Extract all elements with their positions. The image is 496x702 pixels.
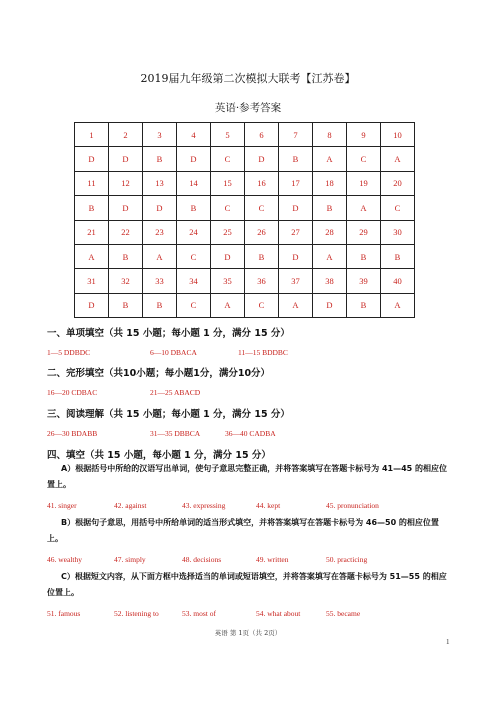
answer-table-cell: D: [109, 196, 143, 220]
answer-group: 1—5 DDBDC: [47, 348, 91, 357]
page-footer: 英语 第 1页（共 2页）: [214, 629, 282, 637]
answer-table-cell: B: [75, 196, 109, 220]
answer-table: [74, 122, 415, 318]
answer-table-cell: 23: [143, 220, 177, 244]
answer-item: 44. kept: [256, 501, 281, 510]
answer-item: 42. against: [114, 501, 147, 510]
answer-table-cell: 3: [143, 123, 177, 147]
answer-table-cell: D: [313, 293, 347, 317]
answer-table-cell: C: [211, 147, 245, 171]
answer-table-cell: D: [109, 147, 143, 171]
answer-table-cell: D: [75, 147, 109, 171]
answer-table-cell: 2: [109, 123, 143, 147]
answer-item: 51. famous: [47, 609, 81, 618]
answer-table-row: [75, 147, 415, 171]
answer-table-cell: C: [245, 196, 279, 220]
answer-group: 36—40 CADBA: [225, 429, 276, 438]
answer-table-cell: B: [245, 244, 279, 268]
answer-table-cell: 7: [279, 123, 313, 147]
answer-table-cell: 33: [143, 269, 177, 293]
answer-table-cell: D: [75, 293, 109, 317]
answer-table-cell: C: [177, 293, 211, 317]
answer-table-cell: 40: [381, 269, 415, 293]
answer-table-cell: 25: [211, 220, 245, 244]
answer-item: 43. expressing: [182, 501, 226, 510]
answer-table-cell: 29: [347, 220, 381, 244]
page-number: 1: [446, 638, 450, 646]
answer-table-cell: 13: [143, 171, 177, 195]
answer-table-row: [75, 171, 415, 195]
section2-heading: 二、完形填空（共10小题；每小题1分，满分10分）: [47, 368, 271, 379]
answer-table-cell: 12: [109, 171, 143, 195]
answer-table-cell: C: [245, 293, 279, 317]
answer-table-cell: 14: [177, 171, 211, 195]
answer-table-cell: 21: [75, 220, 109, 244]
answer-table-cell: 19: [347, 171, 381, 195]
answer-table-cell: A: [279, 293, 313, 317]
answer-item: 41. singer: [47, 501, 77, 510]
answer-item: 48. decisions: [182, 555, 222, 564]
answer-table-cell: A: [211, 293, 245, 317]
answer-table-cell: B: [177, 196, 211, 220]
answer-table-cell: 11: [75, 171, 109, 195]
answer-table-cell: 1: [75, 123, 109, 147]
answer-table-cell: A: [381, 293, 415, 317]
answer-table-cell: 24: [177, 220, 211, 244]
answer-table-cell: D: [177, 147, 211, 171]
answer-item: 54. what about: [256, 609, 301, 618]
answer-group: 31—35 DBBCA: [150, 429, 201, 438]
answer-table-row: [75, 293, 415, 317]
answer-table-cell: 15: [211, 171, 245, 195]
answer-table-cell: D: [279, 196, 313, 220]
answer-item: 47. simply: [114, 555, 146, 564]
section4-partC-instruction: C）根据短文内容，从下面方框中选择适当的单词或短语填空，并将答案填写在答题卡标号为 51—55 的相应位置上。: [47, 572, 447, 597]
answer-table-cell: 9: [347, 123, 381, 147]
answer-table-cell: D: [211, 244, 245, 268]
answer-table-cell: 30: [381, 220, 415, 244]
answer-table-cell: B: [109, 293, 143, 317]
answer-table-cell: D: [143, 196, 177, 220]
answer-table-cell: 5: [211, 123, 245, 147]
answer-table-cell: B: [313, 196, 347, 220]
answer-item: 46. wealthy: [47, 555, 82, 564]
answer-table-row: [75, 196, 415, 220]
section3-heading: 三、阅读理解（共 15 小题；每小题 1 分，满分 15 分）: [47, 409, 290, 420]
answer-table-cell: C: [177, 244, 211, 268]
answer-item: 53. most of: [182, 609, 216, 618]
document-subtitle: 英语·参考答案: [214, 102, 282, 114]
answer-table-cell: D: [279, 244, 313, 268]
answer-table-row: [75, 269, 415, 293]
answer-table-cell: B: [381, 244, 415, 268]
section4-partB-instruction: B）根据句子意思，用括号中所给单词的适当形式填空，并将答案填写在答题卡标号为 46—50 的相应位置上。: [47, 518, 439, 543]
answer-table-row: [75, 123, 415, 147]
answer-table-cell: 28: [313, 220, 347, 244]
answer-table-cell: A: [381, 147, 415, 171]
answer-table-cell: 20: [381, 171, 415, 195]
answer-table-cell: 38: [313, 269, 347, 293]
answer-table-cell: 16: [245, 171, 279, 195]
answer-table-cell: 39: [347, 269, 381, 293]
answer-table-cell: 4: [177, 123, 211, 147]
answer-table-cell: 34: [177, 269, 211, 293]
answer-table-cell: 27: [279, 220, 313, 244]
answer-table-cell: B: [279, 147, 313, 171]
answer-table-row: [75, 220, 415, 244]
answer-item: 45. pronunciation: [326, 501, 379, 510]
answer-table-cell: 10: [381, 123, 415, 147]
answer-table-cell: A: [347, 196, 381, 220]
answer-table-cell: D: [245, 147, 279, 171]
answer-table-cell: 32: [109, 269, 143, 293]
answer-table-cell: 18: [313, 171, 347, 195]
answer-group: 16—20 CDBAC: [47, 388, 98, 397]
answer-table-cell: A: [313, 147, 347, 171]
answer-table-cell: C: [211, 196, 245, 220]
answer-table-cell: B: [347, 244, 381, 268]
answer-table-cell: 37: [279, 269, 313, 293]
answer-item: 55. became: [326, 609, 361, 618]
answer-table-cell: 6: [245, 123, 279, 147]
answer-table-cell: 35: [211, 269, 245, 293]
answer-table-cell: 22: [109, 220, 143, 244]
section4-heading: 四、填空（共 15 小题，每小题 1 分，满分 15 分）: [47, 450, 271, 461]
answer-table-cell: A: [143, 244, 177, 268]
answer-table-row: [75, 244, 415, 268]
answer-table-cell: C: [381, 196, 415, 220]
answer-table-cell: 26: [245, 220, 279, 244]
answer-group: 26—30 BDABB: [47, 429, 98, 438]
answer-table-cell: 17: [279, 171, 313, 195]
answer-table-cell: B: [143, 147, 177, 171]
answer-group: 6—10 DBACA: [150, 348, 197, 357]
answer-item: 50. practicing: [326, 555, 368, 564]
section4-partA-instruction: A）根据括号中所给的汉语写出单词，使句子意思完整正确，并将答案填写在答题卡标号为 41—45 的相应位置上。: [47, 464, 448, 489]
answer-table-cell: A: [75, 244, 109, 268]
answer-table-cell: B: [143, 293, 177, 317]
answer-table-cell: 31: [75, 269, 109, 293]
answer-item: 49. written: [256, 555, 289, 564]
answer-item: 52. listening to: [114, 609, 159, 618]
answer-table-cell: B: [109, 244, 143, 268]
answer-group: 11—15 BDDBC: [238, 348, 288, 357]
answer-group: 21—25 ABACD: [150, 388, 201, 397]
document-title: 2019届九年级第二次模拟大联考【江苏卷】: [140, 72, 356, 85]
answer-table-cell: 36: [245, 269, 279, 293]
answer-table-cell: 8: [313, 123, 347, 147]
section1-heading: 一、单项填空（共 15 小题；每小题 1 分，满分 15 分）: [47, 328, 290, 339]
answer-table-cell: C: [347, 147, 381, 171]
answer-table-cell: A: [313, 244, 347, 268]
answer-table-cell: B: [347, 293, 381, 317]
